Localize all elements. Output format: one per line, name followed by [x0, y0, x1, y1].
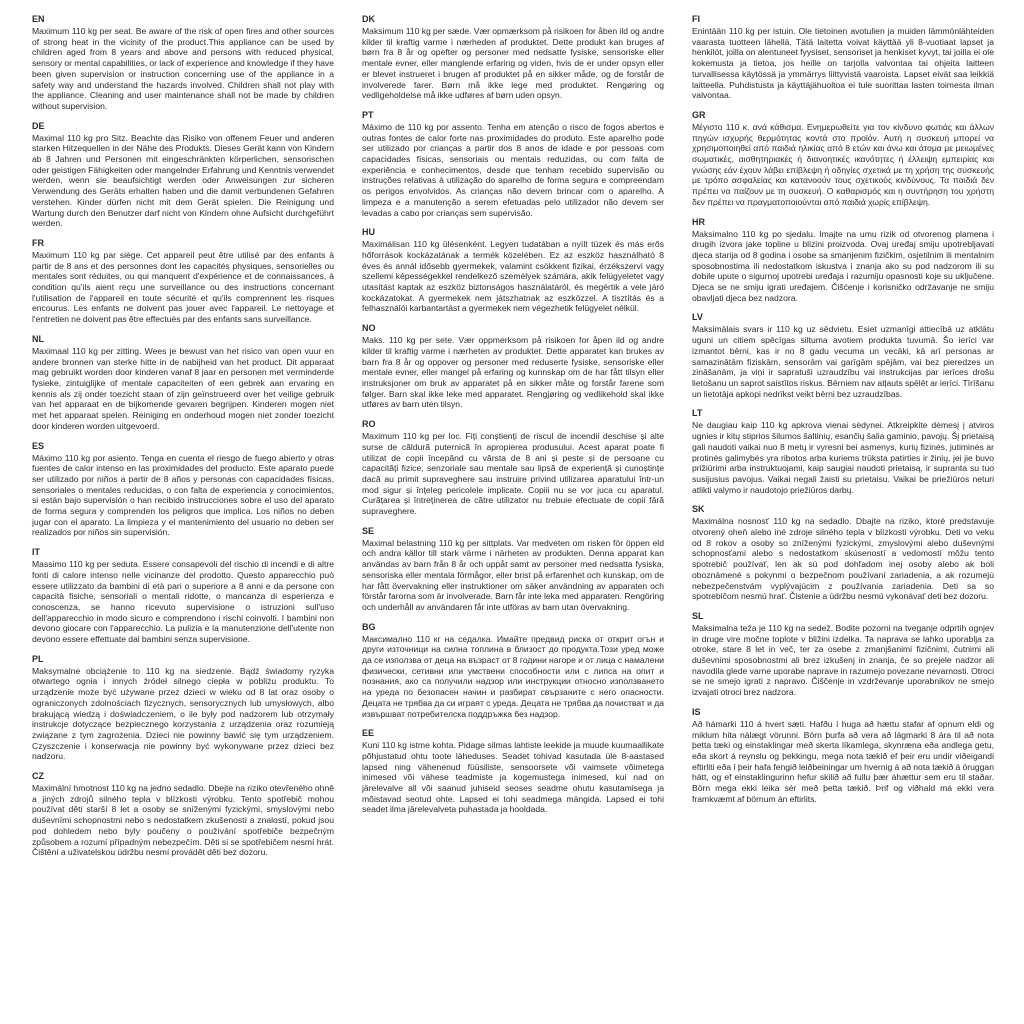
safety-instructions-text: Maksimālais svars ir 110 kg uz sēdvietu. Esiet uzmanīgi attiecībā uz atklātu uguni un citiem spēcīgas siltuma avotiem produkta tuvumā. Šo ierīci var izmantot bērni, kas ir no 8 gadu vecuma un vecāki, kā arī personas ar samazinātām fiziskām, sensorām vai garīgām spējām, vai bez pieredzes un zināšanām, ja viņi ir sapratuši uzraudzību vai instrukcijas par ierīces drošu lietošanu un saprot saistītos riskus. Bērniem nav atļauts spēlēt ar ierīci. Tīrīšanu un lietotāja apkopi nedrīkst veikt bērni bez uzraudzības. — [692, 324, 994, 399]
language-section-sl — [692, 611, 994, 698]
language-code-heading: LV — [692, 312, 703, 323]
language-code-heading: FR — [32, 237, 44, 248]
language-section-no — [362, 323, 664, 410]
language-code-heading: NL — [32, 333, 44, 344]
language-section-is — [692, 707, 994, 805]
language-section-bg — [362, 622, 664, 720]
safety-instructions-text: Að hámarki 110 á hvert sæti. Hafðu í huga að hættu stafar af opnum eldi og miklum hita nálægt vörunni. Börn þurfa að vera að lágmarki 8 ára til að nota þetta tæki og einstaklingar með skerta líkamlega, skynræna eða andlega getu, eða skort á reynslu og þekkingu, mega nota tækið ef þeir eru undir viðeigandi eftirliti eða í þeir hafa fengið leiðbeiningar um hvernig á að nota tækið á öruggan hátt, og ef einstaklingurinn hefur skilið að fullu þær áhættur sem eru til staðar. Börn mega ekki leika sér með þetta tækið. Þrif og viðhald má ekki vera framkvæmt af börnum án eftirlits. — [692, 718, 994, 804]
language-section-fi — [692, 14, 994, 101]
language-section-nl — [32, 334, 334, 432]
safety-instructions-text: Maximální hmotnost 110 kg na jedno sedadlo. Dbejte na riziko otevřeného ohně a jiných zdrojů silného tepla v blízkosti výrobku. Tento spotřebič mohou používat děti starší 8 let a osoby se sníženými fyzickými, smyslovými nebo duševními schopnostmi nebo s nedostatkem zkušeností a znalostí, pokud jsou pod dohledem nebo byly poučeny o používání spotřebiče bezpečným způsobem a rozumí případným nebezpečím. Děti si se spotřebičem nesmí hrát. Čištění a uživatelskou údržbu nesmí provádět děti bez dozoru. — [32, 783, 334, 858]
language-section-de — [32, 121, 334, 229]
language-section-sk — [692, 504, 994, 602]
language-code-heading: NO — [362, 323, 376, 334]
language-code-heading: FI — [692, 14, 700, 24]
language-section-lv — [692, 312, 994, 399]
language-section-ro — [362, 419, 664, 517]
safety-instructions-text: Μέγιστο 110 κ. ανά κάθισμα. Ενημερωθείτε για τον κίνδυνο φωτιάς και άλλων πηγών ισχυρής θερμότητας κοντά στο προϊόν. Αυτή η συσκευή μπορεί να χρησιμοποιηθεί από παιδιά ηλικίας από 8 ετών και άνω και άτομα με μειωμένες σωματικές, αισθητηριακές ή διανοητικές ικανότητες ή έλλειψη εμπειρίας και γνώσης εάν έχουν λάβει επίβλεψη ή οδηγίες σχετικά με τη χρήση της συσκευής με τρόπο ασφαλείας και κατανοούν τους σχετικούς κινδύνους. Τα παιδιά δεν πρέπει να παίζουν με τη συσκευή. Ο καθαρισμός και η συντήρηση του χρήστη δεν πρέπει να πραγματοποιούνται από παιδιά χωρίς επίβλεψη. — [692, 121, 994, 207]
language-section-lt — [692, 408, 994, 495]
safety-instructions-text: Máximo 110 kg por asiento. Tenga en cuenta el riesgo de fuego abierto y otras fuentes de calor intenso en las proximidades del producto. Este aparato puede ser utilizado por niños a partir de 8 años y personas con capacidades físicas, sensoriales o mentales reducidas, o con falta de experiencia y conocimientos, si están bajo supervisión o han recibido instrucciones sobre el uso del aparato de forma segura y comprenden los peligros que implica. Los niños no deben jugar con el aparato. La limpieza y el mantenimiento del usuario no deben ser realizados por niños sin supervisión. — [32, 452, 334, 538]
language-code-heading: BG — [362, 621, 376, 632]
language-section-ee — [362, 728, 664, 815]
language-code-heading: PT — [362, 109, 374, 120]
safety-instructions-text: Enintään 110 kg per istuin. Ole tietoinen avotulien ja muiden lämmönlähteiden vaarasta tuotteen lähellä. Tätä laitetta voivat käyttää yli 8-vuotiaat lapset ja henkilöt, joilla on alentuneet fyysiset, sensoriset ja henkiset kyvyt, tai joilla ei ole kokemusta ja tietoa, jos heille on tarjolla valvontaa tai ohjeita laitteen turvallisessa käytössä ja ymmärrys liittyvistä vaaroista. Lapset eivät saa leikkiä laitteella. Puhdistusta ja käyttäjähuoltoa ei tule suorittaa lasten toimesta ilman valvontaa. — [692, 26, 994, 101]
language-section-pl — [32, 654, 334, 762]
safety-instructions-text: Maximum 110 kg par siège. Cet appareil peut être utilisé par des enfants à partir de 8 ans et des personnes dont les capacités physiques, sensorielles ou mentales sont réduites, ou qui manquent d'expérience et de connaissances, à condition qu'ils aient reçu une surveillance ou des instructions concernant l'utilisation de l'appareil en toute sécurité et qu'ils comprennent les risques encourus. Les enfants ne doivent pas jouer avec l'appareil. Le nettoyage et l'entretien ne doivent pas être effectués par des enfants sans surveillance. — [32, 249, 334, 325]
language-code-heading: SK — [692, 504, 705, 515]
text-column-2 — [362, 14, 664, 1010]
language-section-gr — [692, 110, 994, 208]
safety-instructions-text: Maximálna nosnosť 110 kg na sedadlo. Dbajte na riziko, ktoré predstavuje otvorený oheň alebo iné zdroje silného tepla v blízkosti výrobku. Deti vo veku od 8 rokov a osoby so zníženými fyzickými, zmyslovými alebo duševnými schopnosťami alebo s nedostatkom skúseností a vedomostí môžu tento spotrebič používať, len ak sú pod dohľadom inej osoby alebo ak boli oboznámené s pokynmi o bezpečnom používaní zariadenia, a ak rozumejú nebezpečenstvám vyplývajúcim z používania zariadenia. Deti sa so spotrebičom nesmú hrať. Čistenie a údržbu nesmú vykonávať deti bez dozoru. — [692, 516, 994, 602]
safety-instructions-text: Maximum 110 kg per loc. Fiți conștienți de riscul de incendii deschise și alte surse de căldură puternică în apropierea produsului. Acest aparat poate fi utilizat de copii începând cu vârsta de 8 ani și peste și de persoane cu capacități fizice, senzoriale sau mentale sau lipsă de experiență și cunoștințe dacă au primit supraveghere sau instruire privind utilizarea aparatului într-un mod sigur și înțeleg pericolele implicate. Copiii nu se vor juca cu aparatul. Curățarea și întreținerea de către utilizator nu trebuie efectuate de copii fără supraveghere. — [362, 431, 664, 517]
language-section-en — [32, 14, 334, 112]
language-code-heading: RO — [362, 419, 376, 430]
text-column-3 — [692, 14, 994, 1010]
safety-instructions-text: Kuni 110 kg istme kohta. Pidage silmas lahtiste leekide ja muude kuumaallikate põhjustatud ohtu toote läheduses. Seadet tohivad kasutada üle 8-aastased lapsed ning vähenenud füüsiliste, sensoorsete või vaimsete võimetega inimesed või vähese teadmiste ja kogemustega inimesed, kui nad on järelevalve all või saanud juhiseid seoses seadme ohutu kasutamisega ja mõistavad seotud ohte. Lapsed ei tohi seadmega mängida. Lapsed ei tohi seadet ilma järelevalveta puhastada ja hooldada. — [362, 740, 664, 815]
safety-instructions-text: Maksimalna teža je 110 kg na sedež. Bodite pozorni na tveganje odprtih ognjev in druge vire močne toplote v bližini izdelka. Ta naprava se lahko uporablja za otroke, stare 8 let in več, ter za osebe z zmanjšanimi fizičnimi, čutnimi ali duševnimi sposobnostmi ali brez izkušenj in znanja, če so prejele nadzor ali navodila glede varne uporabe naprave in razumejo povezane nevarnosti. Otroci se ne smejo igrati z napravo. Čiščenje in vzdrževanje uporabnikov ne smejo izvajati otroci brez nadzora. — [692, 622, 994, 698]
safety-instructions-text: Maximal 110 kg pro Sitz. Beachte das Risiko von offenem Feuer und anderen starken Hitzequellen in der Nähe des Produkts. Dieses Gerät kann von Kindern ab 8 Jahren und Personen mit eingeschränkten körperlichen, sensorischen oder geistigen Fähigkeiten oder mangelnder Erfahrung und Kenntnis verwendet werden, wenn sie beaufsichtigt werden oder Anweisungen zur sicheren Verwendung des Geräts erhalten haben und die damit verbundenen Gefahren verstehen. Kinder dürfen nicht mit dem Gerät spielen. Die Reinigung und Wartung durch den Benutzer darf nicht von Kindern ohne Aufsicht durchgeführt werden. — [32, 132, 334, 229]
safety-instructions-text: Massimo 110 kg per seduta. Essere consapevoli del rischio di incendi e di altre fonti di calore intenso nelle vicinanze del prodotto. Questo apparecchio può essere utilizzato da bambini di età pari o superiore a 8 anni e da persone con capacità fisiche, sensoriali o mentali ridotte, o mancanza di esperienza e conoscenza, se hanno ricevuto supervisione o istruzioni sull'uso dell'apparecchio in modo sicuro e comprendono i rischi coinvolti. I bambini non devono giocare con l'apparecchio. La pulizia e la manutenzione dell'utente non devono essere effettuate dai bambini senza supervisione. — [32, 559, 334, 645]
language-code-heading: SE — [362, 525, 375, 536]
safety-instructions-text: Maksimum 110 kg per sæde. Vær opmærksom på risikoen for åben ild og andre kilder til kraftig varme i nærheden af produktet. Dette produkt kan bruges af børn fra 8 år og opefter og personer med nedsatte fysiske, sensoriske eller mentale evner, eller manglende erfaring og viden, hvis de er under opsyn eller er blevet instrueret i brugen af produktet på en sikker måde, og de forstår de involverede farer. Børn må ikke lege med produktet. Rengøring og vedligeholdelse må ikke udføres af børn uden opsyn. — [362, 26, 664, 101]
safety-instructions-text: Maximum 110 kg per seat. Be aware of the risk of open fires and other sources of strong heat in the vicinity of the product.This appliance can be used by children aged from 8 years and above and persons with reduced physical, sensory or mental capabilities, or lack of experience and knowledge if they have been given supervision or instruction concerning use of the appliance in a safety way and understand the hazards involved. Children shall not play with the appliance. Cleaning and user maintenance shall not be made by children without supervision. — [32, 26, 334, 111]
language-section-fr — [32, 238, 334, 325]
language-section-dk — [362, 14, 664, 101]
language-code-heading: HR — [692, 216, 705, 227]
language-code-heading: EN — [32, 14, 45, 24]
language-code-heading: CZ — [32, 771, 44, 782]
safety-instructions-text: Máximo de 110 kg por assento. Tenha em atenção o risco de fogos abertos e outras fontes de calor forte nas proximidades do produto. Este aparelho pode ser utilizado por crianças a partir dos 8 anos de idade e por pessoas com capacidades físicas, sensoriais ou mentais reduzidas, ou com falta de experiência e conhecimentos, desde que tenham recebido supervisão ou instruções relativas à utilização do aparelho de forma segura e compreendam os perigos envolvidos. As crianças não devem brincar com o aparelho. A limpeza e a manutenção a serem efetuadas pelo utilizador não devem ser levadas a cabo por crianças sem supervisão. — [362, 121, 664, 218]
safety-instructions-text: Ne daugiau kaip 110 kg apkrova vienai sėdynei. Atkreipkite dėmesį į atviros ugnies ir kitų stiprios šilumos šaltinių, esančių šalia gaminio, pavojų. Šį prietaisą gali naudoti vaikai nuo 8 metų ir vyresni bei asmenys, kurių fizinės, jutiminės ar protinės galimybės yra ribotos arba kuriems trūksta patirties ir žinių, jei jie buvo prižiūrimi arba instruktuojami, kaip saugiai naudoti prietaisą, ir supranta su tuo susijusius pavojus. Vaikai negali žaisti su prietaisu. Vaikai be priežiūros neturi atlikti valymo ir naudotojo priežiūros darbų. — [692, 420, 994, 495]
language-section-it — [32, 547, 334, 645]
text-column-1 — [32, 14, 334, 1010]
safety-instructions-text: Maximálisan 110 kg ülésenként. Legyen tudatában a nyílt tüzek és más erős hőforrások kockázatának a termék közelében. Ez az eszköz használható 8 éves és annál idősebb gyermekek, valamint csökkent fizikai, érzékszervi vagy szellemi képességekkel rendelkező személyek számára, akik felügyeletet vagy utasítást kaptak az eszköz biztonságos használatáról, és megértik a vele járó kockázatokat. A gyermekek nem játszhatnak az eszközzel. A tisztítás és a felhasználói karbantartást a gyermekek nem végezhetik felügyelet nélkül. — [362, 239, 664, 314]
language-section-pt — [362, 110, 664, 218]
language-code-heading: ES — [32, 440, 45, 451]
language-section-hu — [362, 227, 664, 314]
language-code-heading: SL — [692, 610, 704, 621]
safety-instructions-text: Максимално 110 кг на седалка. Имайте предвид риска от открит огън и други източници на силна топлина в близост до продукта.Този уред може да се използва от деца на възраст от 8 години нагоре и от лица с намалени физически, сетивни или умствени способности или с липса на опит и познания, ако са получили надзор или инструкции относно използването на уреда по безопасен начин и разбират свързаните с него опасности. Децата не трябва да си играят с уреда. Децата не трябва да почистват и да извършват потребителска поддръжка без надзор. — [362, 633, 664, 719]
safety-instructions-text: Maksymalne obciążenie to 110 kg na siedzenie. Bądź świadomy ryzyka otwartego ognia i innych źródeł silnego ciepła w pobliżu produktu. To urządzenie może być używane przez dzieci w wieku od 8 lat oraz osoby o ograniczonych zdolnościach fizycznych, sensorycznych lub umysłowych, albo brakującą wiedzą i doświadczeniem, o ile były pod nadzorem lub otrzymały instrukcje dotyczące bezpiecznego korzystania z urządzenia oraz rozumieją związane z tym zagrożenia. Dzieci nie powinny bawić się tym urządzeniem. Czyszczenie i konserwacja nie powinny być wykonywane przez dzieci bez nadzoru. — [32, 665, 334, 762]
language-code-heading: PL — [32, 653, 44, 664]
safety-instructions-text: Maximal belastning 110 kg per sittplats. Var medveten om risken för öppen eld och andra källor till stark värme i närheten av produkten. Denna apparat kan användas av barn från 8 år och uppåt samt av personer med nedsatta fysiska, sensoriska eller mentala förmågor, eller brist på erfarenhet och kunskap, om de har fått övervakning eller instruktioner om säker användning av apparaten och förstår farorna som är involverade. Barn får inte leka med apparaten. Rengöring och underhåll av användaren får inte utföras av barn utan övervakning. — [362, 537, 664, 612]
language-code-heading: GR — [692, 109, 706, 120]
language-code-heading: IS — [692, 706, 701, 717]
language-code-heading: DK — [362, 14, 375, 24]
safety-instructions-text: Maximaal 110 kg per zitting. Wees je bewust van het risico van open vuur en andere bronnen van sterke hitte in de nabijheid van het product. Dit apparaat mag gebruikt worden door kinderen vanaf 8 jaar en personen met verminderde fysieke, zintuiglijke of mentale capaciteiten of een gebrek aan ervaring en kennis als zij onder toezicht staan of zijn geïnstrueerd over het veilige gebruik van het apparaat en de bijkomende gevaren begrijpen. Kinderen mogen niet met het apparaat spelen. Reiniging en onderhoud mogen niet zonder toezicht door kinderen worden uitgevoerd. — [32, 345, 334, 431]
safety-instructions-text: Maksimalno 110 kg po sjedalu. Imajte na umu rizik od otvorenog plamena i drugih izvora jake topline u blizini proizvoda. Ovaj uređaj smiju upotrebljavati djeca starija od 8 godina i osobe sa smanjenim fizičkim, osjetilnim ili mentalnim sposobnostima ili nedostatkom iskustva i znanja ako su pod nadzorom ili su dobile upute o sigurnoj upotrebi uređaja i razumiju opasnosti koje su uključene. Djeca se ne smiju igrati uređajem. Čišćenje i korisničko održavanje ne smiju obavljati djeca bez nadzora. — [692, 228, 994, 303]
language-section-cz — [32, 771, 334, 858]
language-code-heading: HU — [362, 227, 375, 238]
language-code-heading: EE — [362, 728, 375, 739]
language-section-se — [362, 526, 664, 613]
language-code-heading: IT — [32, 547, 40, 558]
safety-instructions-text: Maks. 110 kg per sete. Vær oppmerksom på risikoen for åpen ild og andre kilder til kraftig varme i nærheten av produktet. Dette apparatet kan brukes av barn fra 8 år og oppover og personer med reduserte fysiske, sensoriske eller mentale evner, eller mangel på erfaring og kunnskap om de har fått tilsyn eller instruksjoner om bruk av apparatet på en sikker måte og forstår farene som følger. Barn skal ikke leke med apparatet. Rengjøring og vedlikehold skal ikke utføres av barn uten tilsyn. — [362, 335, 664, 410]
language-code-heading: DE — [32, 120, 45, 131]
language-section-hr — [692, 217, 994, 304]
language-section-es — [32, 441, 334, 539]
language-code-heading: LT — [692, 408, 703, 419]
